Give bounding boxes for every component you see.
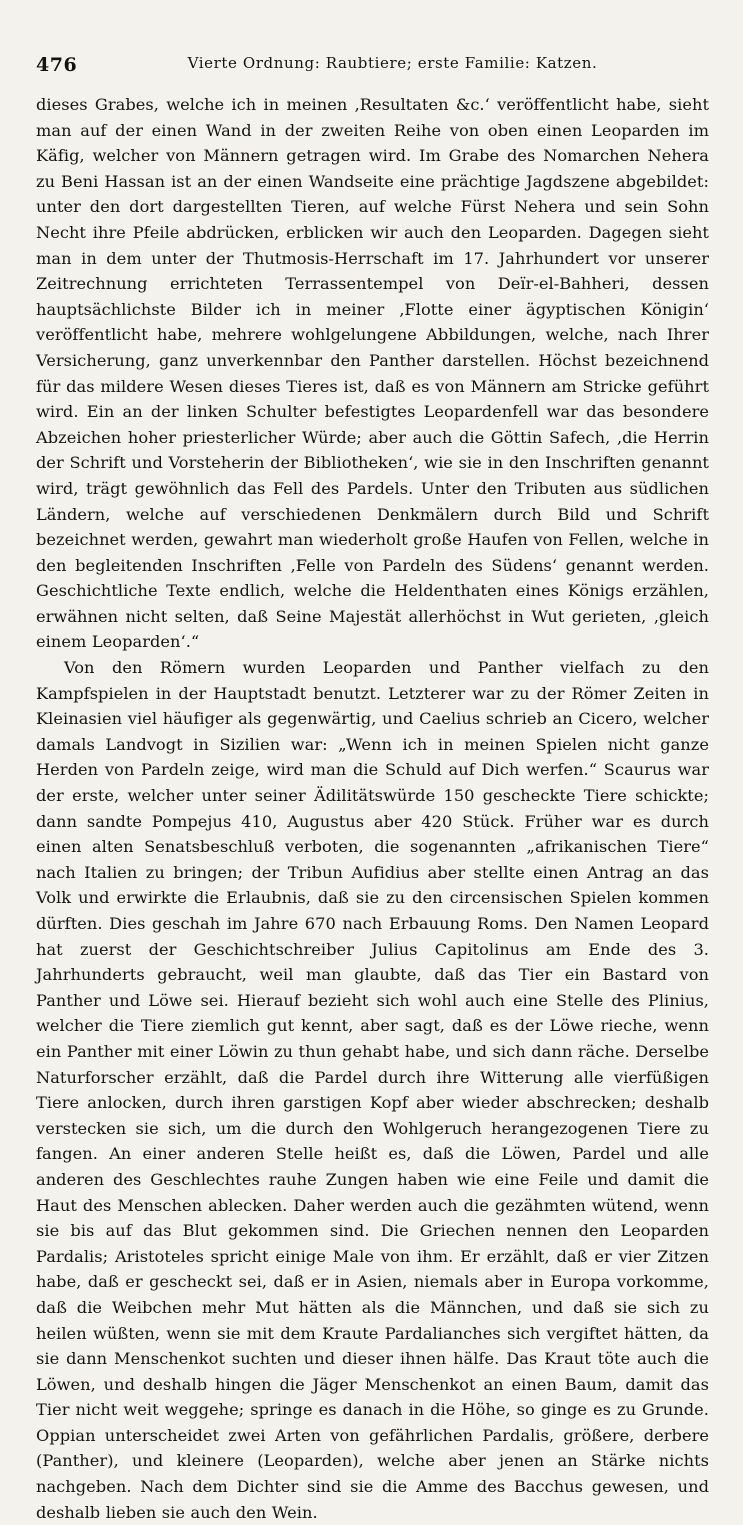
paragraph-1: dieses Grabes, welche ich in meinen ‚Resultaten &c.‘ veröffentlicht habe, sieht man auf der einen Wand in der zweiten Reihe von oben einen Leoparden im Käfig, welcher von Männern getragen wird. Im Grabe des Nomarchen Nehera zu Beni Hassan ist an der einen Wandseite eine prächtige Jagdszene abgebildet: unter den dort dargestellten Tieren, auf welche Fürst Nehera und sein Sohn Necht ihre Pfeile abdrücken, erblicken wir auch den Leoparden. Dagegen sieht man in dem unter der Thutmosis-Herrschaft im 17. Jahrhundert vor unserer Zeitrechnung errichteten Terrassentempel von Deïr-el-Bahheri, dessen hauptsächlichste Bilder ich in meiner ‚Flotte einer ägyptischen Königin‘ veröffentlicht habe, mehrere wohlgelungene Abbildungen, welche, nach Ihrer Versicherung, ganz unverkennbar den Panther darstellen. Höchst bezeichnend für das mildere Wesen dieses Tieres ist, daß es von Männern am Stricke geführt wird. Ein an der linken Schulter befestigtes Leopardenfell war das besondere Abzeichen hoher priesterlicher Würde; aber auch die Göttin Safech, ‚die Herrin der Schrift und Vorsteherin der Bibliotheken‘, wie sie in den Inschriften genannt wird, trägt gewöhnlich das Fell des Pardels. Unter den Tributen aus südlichen Ländern, welche auf verschiedenen Denkmälern durch Bild und Schrift bezeichnet werden, gewahrt man wiederholt große Haufen von Fellen, welche in den begleitenden Inschriften ‚Felle von Pardeln des Südens‘ genannt werden. Geschichtliche Texte endlich, welche die Heldenthaten eines Königs erzählen, erwähnen nicht selten, daß Seine Majestät allerhöchst in Wut gerieten, ‚gleich einem Leoparden‘.“ xyxy=(36,95,709,652)
running-head: Vierte Ordnung: Raubtiere; erste Familie: Katzen. xyxy=(187,54,598,72)
paragraph-2: Von den Römern wurden Leoparden und Panther vielfach zu den Kampfspielen in der Hauptstadt benutzt. Letzterer war zu der Römer Zeiten in Kleinasien viel häufiger als gegenwärtig, und Caelius schrieb an Cicero, welcher damals Landvogt in Sizilien war: „Wenn ich in meinen Spielen nicht ganze Herden von Pardeln zeige, wird man die Schuld auf Dich werfen.“ Scaurus war der erste, welcher unter seiner Ädilitätswürde 150 gescheckte Tiere schickte; dann sandte Pompejus 410, Augustus aber 420 Stück. Früher war es durch einen alten Senatsbeschluß verboten, die sogenannten „afrikanischen Tiere“ nach Italien zu bringen; der Tribun Aufidius aber stellte einen Antrag an das Volk und erwirkte die Erlaubnis, daß sie zu den circensischen Spielen kommen dürften. Dies geschah im Jahre 670 nach Erbauung Roms. Den Namen Leopard hat zuerst der Geschichtschreiber Julius Capitolinus am Ende des 3. Jahrhunderts gebraucht, weil man glaubte, daß das Tier ein Bastard von Panther und Löwe sei. Hierauf bezieht sich wohl auch eine Stelle des Plinius, welcher die Tiere ziemlich gut kennt, aber sagt, daß es der Löwe rieche, wenn ein Panther mit einer Löwin zu thun gehabt habe, und sich dann räche. Derselbe Naturforscher erzählt, daß die Pardel durch ihre Witterung alle vierfüßigen Tiere anlocken, durch ihren garstigen Kopf aber wieder abschrecken; deshalb verstecken sie sich, um die durch den Wohlgeruch herangezogenen Tiere zu fangen. An einer anderen Stelle heißt es, daß die Löwen, Pardel und alle anderen des Geschlechtes rauhe Zungen haben wie eine Feile und damit die Haut des Menschen ablecken. Daher werden auch die gezähmten wütend, wenn sie bis auf das Blut gekommen sind. Die Griechen nennen den Leoparden Pardalis; Aristoteles spricht einige Male von ihm. Er erzählt, daß er vier Zitzen habe, daß er gescheckt sei, daß er in Asien, niemals aber in Europa vorkomme, daß die Weibchen mehr Mut hätten als die Männchen, und daß sie sich zu heilen wüßten, wenn sie mit dem Kraute Pardalianches sich vergiftet hätten, da sie dann Menschenkot suchten und dieser ihnen hälfe. Das Kraut töte auch die Löwen, und deshalb hingen die Jäger Menschenkot an einen Baum, damit das Tier nicht weit weggehe; springe es danach in die Höhe, so ginge es zu Grunde. Oppian unterscheidet zwei Arten von gefährlichen Pardalis, größere, derbere (Panther), und kleinere (Leoparden), welche aber jenen an Stärke nichts nachgeben. Nach dem Dichter sind sie die Amme des Bacchus gewesen, und deshalb lieben sie auch den Wein. xyxy=(36,658,709,1522)
page-number: 476 xyxy=(36,54,78,76)
page-header xyxy=(36,48,709,82)
body-text xyxy=(36,92,709,1525)
